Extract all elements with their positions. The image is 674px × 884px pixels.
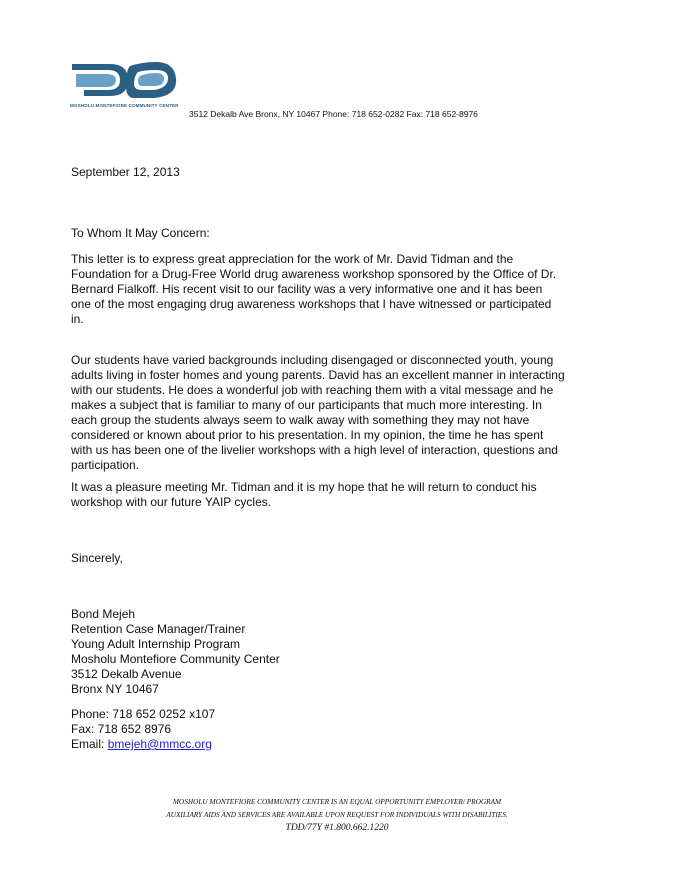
paragraph-line: in. — [71, 312, 84, 326]
logo-text: MOSHOLU MONTEFIORE COMMUNITY CENTER — [70, 103, 179, 108]
signature-block — [71, 607, 280, 697]
letter-salutation: To Whom It May Concern: — [71, 226, 210, 240]
paragraph-line: considered or known about prior to his presentation. In my opinion, the time he has spent — [71, 428, 544, 442]
paragraph-line: each group the students always seem to walk away with something they may not have — [71, 413, 530, 427]
signer-program: Young Adult Internship Program — [71, 637, 241, 651]
paragraph-2 — [71, 353, 571, 473]
footer-line-2: AUXILIARY AIDS AND SERVICES ARE AVAILABLE UPON REQUEST FOR INDIVIDUALS WITH DISABILITIES. — [166, 810, 508, 819]
signer-organization: Mosholu Montefiore Community Center — [71, 652, 280, 666]
paragraph-line: participation. — [71, 458, 140, 472]
paragraph-line: Bernard Fialkoff. His recent visit to our facility was a very informative one and it has been — [71, 282, 543, 296]
paragraph-line: adults living in foster homes and young parents. David has an excellent manner in interacting — [71, 368, 565, 382]
paragraph-line: It was a pleasure meeting Mr. Tidman and it is my hope that he will return to conduct his — [71, 480, 537, 494]
signer-name: Bond Mejeh — [71, 607, 136, 621]
letter-closing: Sincerely, — [71, 551, 123, 565]
signer-street: 3512 Dekalb Avenue — [71, 667, 182, 681]
header-address-line: 3512 Dekalb Ave Bronx, NY 10467 Phone: 718 652-0282 Fax: 718 652-8976 — [189, 109, 478, 119]
email-link[interactable]: bmejeh@mmcc.org — [107, 737, 212, 751]
paragraph-line: workshop with our future YAIP cycles. — [71, 495, 272, 509]
letter-date: September 12, 2013 — [71, 165, 180, 179]
contact-email-row — [71, 737, 215, 752]
logo-shape-accent — [138, 73, 164, 86]
paragraph-1 — [71, 252, 571, 327]
signer-title: Retention Case Manager/Trainer — [71, 622, 246, 636]
logo-shape-middle — [76, 74, 116, 87]
contact-phone: Phone: 718 652 0252 x107 — [71, 707, 216, 721]
paragraph-line: with our students. He does a wonderful job with reaching them with a vital message and he — [71, 383, 554, 397]
signer-city: Bronx NY 10467 — [71, 682, 159, 696]
paragraph-line: makes a subject that is familiar to many of our participants that much more interesting. In — [71, 398, 542, 412]
paragraph-line: Our students have varied backgrounds including disengaged or disconnected youth, young — [71, 353, 554, 367]
footer-line-1: MOSHOLU MONTEFIORE COMMUNITY CENTER IS AN EQUAL OPPORTUNITY EMPLOYER/ PROGRAM — [172, 797, 502, 806]
contact-fax: Fax: 718 652 8976 — [71, 722, 172, 736]
paragraph-line: one of the most engaging drug awareness workshops that I have witnessed or participated — [71, 297, 552, 311]
footer-line-3: TDD/77Y #1.800.662.1220 — [285, 823, 389, 833]
contact-block — [71, 707, 215, 752]
email-label: Email: — [71, 737, 108, 751]
paragraph-3 — [71, 480, 571, 510]
paragraph-line: with us has been one of the livelier workshops with a high level of interaction, questions and — [71, 443, 558, 457]
organization-logo — [70, 60, 180, 122]
paragraph-line: Foundation for a Drug-Free World drug awareness workshop sponsored by the Office of Dr. — [71, 267, 557, 281]
paragraph-line: This letter is to express great appreciation for the work of Mr. David Tidman and the — [71, 252, 514, 266]
